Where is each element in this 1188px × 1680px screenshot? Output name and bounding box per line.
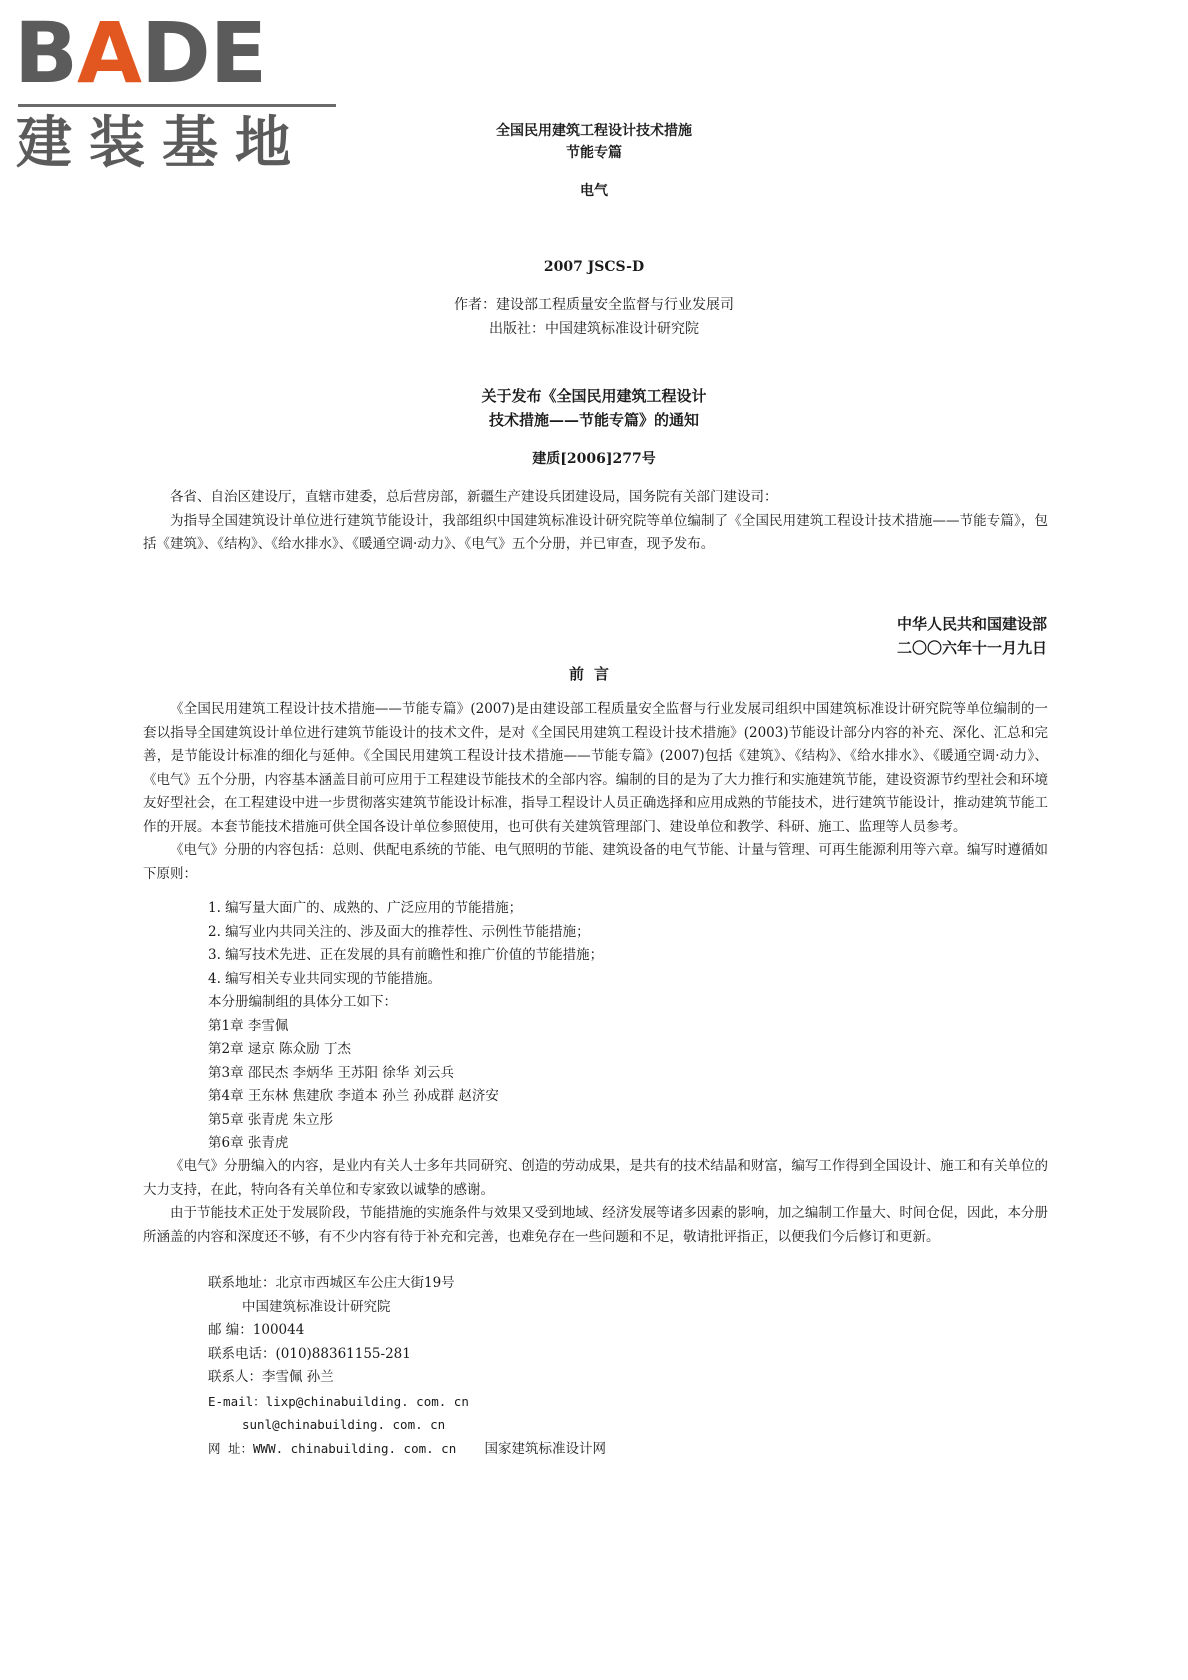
list-item: 第1章 李雪佩 (208, 1017, 289, 1034)
notice-paragraph: 为指导全国建筑设计单位进行建筑节能设计，我部组织中国建筑标准设计研究院等单位编制了《全国民用建筑工程设计技术措施——节能专篇》，包括《建筑》、《结构》、《给水排水》、《暖通空调·动力》、《电气》五个分册，并已审查，现予发布。 (143, 512, 1048, 552)
contact-address: 联系地址：北京市西城区车公庄大街19号 (208, 1275, 455, 1291)
list-item: 第6章 张青虎 (208, 1135, 289, 1151)
notice-signature (897, 612, 1047, 660)
doc-section: 电气 (580, 183, 608, 199)
preface-paragraph: 《电气》分册的内容包括：总则、供配电系统的节能、电气照明的节能、建筑设备的电气节能、计量与管理、可再生能源利用等六章。编写时遵循如下原则： (143, 842, 1048, 882)
logo-letters-de: DE (141, 4, 267, 102)
contact-block (208, 1272, 1048, 1461)
notice-paragraph: 各省、自治区建设厅，直辖市建委，总后营房部，新疆生产建设兵团建设局，国务院有关部门建设司： (170, 489, 778, 505)
preface-paragraph: 《电气》分册编入的内容，是业内有关人士多年共同研究、创造的劳动成果，是共有的技术结晶和财富，编写工作得到全国设计、施工和有关单位的大力支持，在此，特向各有关单位和专家致以诚挚的感谢。 (143, 1158, 1048, 1198)
preface-paragraph: 由于节能技术正处于发展阶段，节能措施的实施条件与效果又受到地域、经济发展等诸多因素的影响，加之编制工作量大、时间仓促，因此，本分册所涵盖的内容和深度还不够，有不少内容有待于补充和完善，也难免存在一些问题和不足，敬请批评指正，以便我们今后修订和更新。 (143, 1205, 1048, 1245)
preface-closing (143, 1155, 1048, 1249)
list-item: 第5章 张青虎 朱立彤 (208, 1111, 334, 1128)
logo-letter-a: A (77, 4, 142, 102)
logo-chinese-text: 建装基地 (16, 111, 308, 176)
contact-website-name: 国家建筑标准设计网 (484, 1440, 607, 1457)
contact-email[interactable]: sunl@chinabuilding. com. cn (242, 1417, 446, 1432)
notice-date: 二〇〇六年十一月九日 (896, 639, 1047, 657)
notice-body (143, 486, 1048, 557)
logo-wordmark (14, 4, 267, 102)
contact-website[interactable]: 网 址：WWW. chinabuilding. com. cn (208, 1440, 457, 1456)
doc-publisher: 出版社：中国建筑标准设计研究院 (489, 321, 699, 337)
preface-heading: 前言 (568, 665, 619, 683)
contact-website-row (208, 1437, 1048, 1462)
list-item: 1. 编写量大面广的、成熟的、广泛应用的节能措施； (208, 900, 523, 916)
contact-postcode: 邮 编：100044 (208, 1322, 305, 1338)
list-item: 4. 编写相关专业共同实现的节能措施。 (208, 970, 442, 987)
list-item: 3. 编写技术先进、正在发展的具有前瞻性和推广价值的节能措施； (208, 947, 604, 963)
notice-title-line1: 关于发布《全国民用建筑工程设计 (481, 387, 707, 405)
preface-body (143, 698, 1048, 886)
contact-org: 中国建筑标准设计研究院 (242, 1298, 391, 1315)
division-intro: 本分册编制组的具体分工如下： (208, 994, 397, 1010)
doc-author: 作者：建设部工程质量安全监督与行业发展司 (454, 297, 734, 313)
contact-email[interactable]: E-mail：lixp@chinabuilding. com. cn (208, 1393, 469, 1409)
doc-subtitle: 节能专篇 (566, 145, 622, 161)
doc-title: 全国民用建筑工程设计技术措施 (496, 123, 692, 139)
doc-code: 2007 JSCS-D (543, 259, 645, 275)
list-item: 第4章 王东林 焦建欣 李道本 孙兰 孙成群 赵济安 (208, 1088, 499, 1104)
principles-list (208, 897, 1048, 1156)
logo-letters-b: B (14, 4, 78, 102)
notice-doc-number: 建质[2006]277号 (532, 451, 656, 467)
contact-person: 联系人：李雪佩 孙兰 (208, 1369, 334, 1385)
logo-divider (18, 104, 336, 107)
preface-paragraph: 《全国民用建筑工程设计技术措施——节能专篇》(2007)是由建设部工程质量安全监督与行业发展司组织中国建筑标准设计研究院等单位编制的一套以指导全国建筑设计单位进行建筑节能设计的技术文件，是对《全国民用建筑工程设计技术措施》(2003)节能设计部分内容的补充、深化、汇总和完善，是节能设计标准的细化与延伸。《全国民用建筑工程设计技术措施——节能专篇》(2007)包括《建筑》、《结构》、《给水排水》、《暖通空调·动力》、《电气》五个分册，内容基本涵盖目前可应用于工程建设节能技术的全部内容。编制的目的是为了大力推行和实施建筑节能，建设资源节约型社会和环境友好型社会，在工程建设中进一步贯彻落实建筑节能设计标准，指导工程设计人员正确选择和应用成熟的节能技术，进行建筑节能设计，推动建筑节能工作的开展。本套节能技术措施可供全国各设计单位参照使用，也可供有关建筑管理部门、建设单位和教学、科研、施工、监理等人员参考。 (143, 701, 1048, 835)
contact-phone: 联系电话：(010)88361155-281 (208, 1345, 411, 1362)
notice-signer: 中华人民共和国建设部 (896, 615, 1047, 633)
list-item: 第3章 邵民杰 李炳华 王苏阳 徐华 刘云兵 (208, 1064, 455, 1081)
list-item: 第2章 逯京 陈众励 丁杰 (208, 1041, 351, 1057)
notice-title-line2: 技术措施——节能专篇》的通知 (488, 411, 699, 429)
list-item: 2. 编写业内共同关注的、涉及面大的推荐性、示例性节能措施； (208, 923, 590, 940)
